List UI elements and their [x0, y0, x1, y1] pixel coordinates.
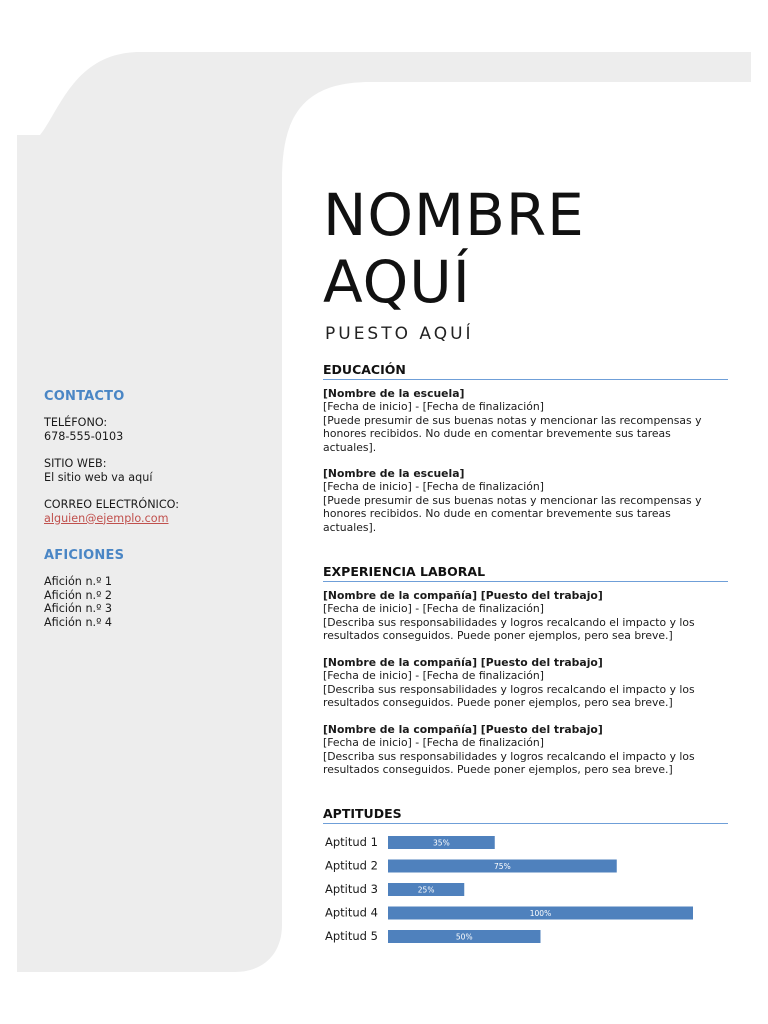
experience-dates: [Fecha de inicio] - [Fecha de finalización] — [323, 602, 544, 616]
skill-value-label: 25% — [417, 885, 435, 895]
skills-heading: APTITUDES — [323, 806, 728, 824]
education-entry — [323, 387, 723, 454]
email-label: CORREO ELECTRÓNICO: — [44, 498, 180, 511]
experience-dates: [Fecha de inicio] - [Fecha de finalización] — [323, 669, 544, 683]
skill-label: Aptitud 5 — [325, 929, 378, 943]
skill-value-label: 100% — [529, 909, 552, 918]
web-label: SITIO WEB: — [44, 457, 107, 470]
name-line-2: AQUÍ — [323, 248, 471, 316]
job-title: PUESTO AQUÍ — [325, 324, 474, 344]
hobby-item: Afición n.º 1 — [44, 575, 113, 588]
experience-description: [Describa sus responsabilidades y logros recalcando el impacto y los resultados conseguidos. Puede poner ejemplos, pero sea breve.] — [323, 682, 695, 710]
candidate-name — [323, 182, 585, 316]
company-position: [Nombre de la compañía] [Puesto del trabajo] — [323, 589, 603, 602]
skill-label: Aptitud 3 — [325, 882, 378, 896]
company-position: [Nombre de la compañía] [Puesto del trabajo] — [323, 723, 603, 736]
skill-value-label: 75% — [494, 862, 511, 871]
name-line-1: NOMBRE — [323, 181, 585, 249]
contact-heading: CONTACTO — [44, 389, 125, 404]
hobbies-heading: AFICIONES — [44, 548, 125, 563]
hobby-item: Afición n.º 4 — [44, 615, 113, 629]
experience-description: [Describa sus responsabilidades y logros recalcando el impacto y los resultados conseguidos. Puede poner ejemplos, pero sea breve.] — [323, 615, 695, 643]
education-dates: [Fecha de inicio] - [Fecha de finalización] — [323, 400, 544, 414]
education-entry — [323, 467, 723, 534]
experience-entry — [323, 723, 723, 777]
hobby-item: Afición n.º 3 — [44, 602, 113, 615]
company-position: [Nombre de la compañía] [Puesto del trabajo] — [323, 656, 603, 669]
experience-description: [Describa sus responsabilidades y logros recalcando el impacto y los resultados conseguidos. Puede poner ejemplos, pero sea breve.] — [323, 749, 695, 777]
school-name: [Nombre de la escuela] — [323, 387, 465, 400]
contact-section — [44, 389, 264, 525]
experience-dates: [Fecha de inicio] - [Fecha de finalización] — [323, 736, 544, 750]
education-heading: EDUCACIÓN — [323, 362, 728, 380]
education-dates: [Fecha de inicio] - [Fecha de finalización] — [323, 480, 544, 494]
skills-chart — [318, 828, 728, 953]
skill-value-label: 35% — [433, 838, 450, 848]
phone-value: 678-555-0103 — [44, 429, 124, 443]
experience-entry — [323, 656, 723, 710]
experience-heading: EXPERIENCIA LABORAL — [323, 564, 728, 582]
skill-label: Aptitud 4 — [325, 905, 378, 920]
skill-value-label: 50% — [455, 932, 473, 942]
experience-entry — [323, 589, 723, 643]
school-name: [Nombre de la escuela] — [323, 467, 465, 480]
phone-label: TELÉFONO: — [44, 416, 108, 429]
education-description: [Puede presumir de sus buenas notas y mencionar las recompensas y honores recibidos. No dude en comentar brevemente sus tareas actuales]. — [323, 413, 702, 454]
web-value: El sitio web va aquí — [44, 470, 153, 484]
education-description: [Puede presumir de sus buenas notas y mencionar las recompensas y honores recibidos. No dude en comentar brevemente sus tareas actuales]. — [323, 493, 702, 534]
email-link[interactable]: alguien@ejemplo.com — [44, 511, 169, 525]
skill-label: Aptitud 2 — [325, 858, 378, 873]
hobby-item: Afición n.º 2 — [44, 588, 113, 602]
hobbies-section — [44, 548, 264, 629]
skill-label: Aptitud 1 — [325, 835, 378, 849]
